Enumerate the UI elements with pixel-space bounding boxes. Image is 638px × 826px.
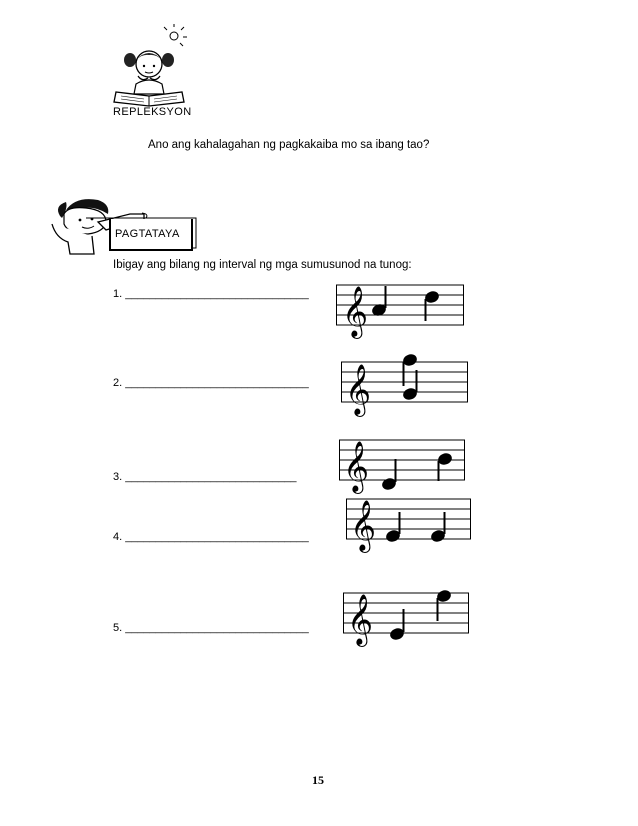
reflection-label: REPLEKSYON	[113, 106, 192, 118]
music-staff-2	[341, 352, 471, 415]
answer-item-5[interactable]	[113, 622, 309, 634]
answer-blank: ______________________________	[125, 622, 309, 634]
answer-blank: ______________________________	[125, 531, 309, 543]
page-number: 15	[312, 773, 324, 787]
item-number: 4.	[113, 531, 123, 543]
answer-blank: ______________________________	[125, 288, 309, 300]
answer-item-3[interactable]	[113, 471, 297, 483]
assessment-instruction: Ibigay ang bilang ng interval ng mga sumusunod na tunog:	[113, 259, 412, 271]
music-staff-1	[336, 280, 466, 337]
answer-blank: ______________________________	[125, 377, 309, 389]
item-number: 1.	[113, 288, 123, 300]
treble-clef-icon: 𝄞	[350, 500, 377, 551]
reflection-question: Ano ang kahalagahan ng pagkakaiba mo sa ibang tao?	[148, 139, 430, 151]
music-staff-3	[339, 437, 469, 493]
answer-blank: ____________________________	[125, 471, 297, 483]
answer-item-1[interactable]	[113, 288, 309, 300]
girl-reading-icon	[112, 24, 202, 108]
treble-clef-icon: 𝄞	[342, 286, 369, 337]
item-number: 2.	[113, 377, 123, 389]
music-staff-5	[343, 587, 473, 645]
assessment-label: PAGTATAYA	[111, 219, 191, 249]
item-number: 5.	[113, 622, 123, 634]
treble-clef-icon: 𝄞	[343, 441, 370, 492]
answer-item-2[interactable]	[113, 377, 309, 389]
treble-clef-icon: 𝄞	[347, 594, 374, 645]
item-number: 3.	[113, 471, 123, 483]
treble-clef-icon: 𝄞	[345, 364, 372, 415]
music-staff-4	[346, 496, 474, 551]
answer-item-4[interactable]	[113, 531, 309, 543]
